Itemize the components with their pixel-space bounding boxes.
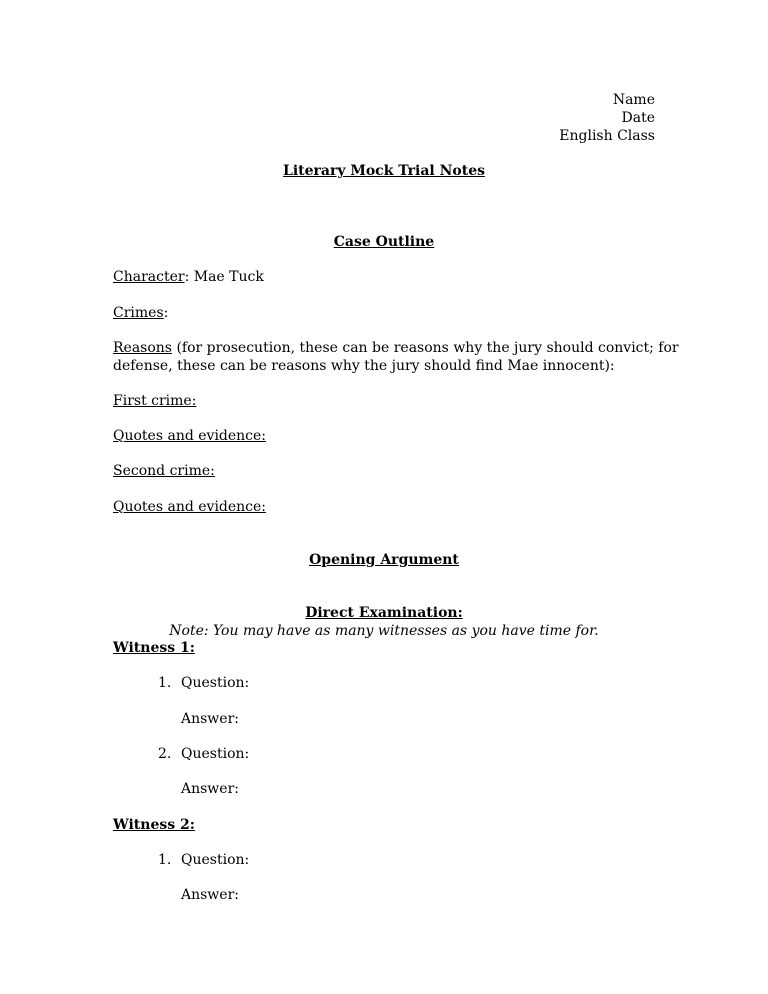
witness-1-item-1-answer: Answer: — [181, 711, 239, 727]
witness-2-item-1-question: Question: — [181, 852, 250, 868]
header-name: Name — [612, 92, 655, 108]
first-crime-label: First crime: — [113, 393, 197, 409]
quotes-evidence-2: Quotes and evidence: — [113, 499, 267, 515]
quotes-evidence-1: Quotes and evidence: — [113, 428, 267, 444]
header-class: English Class — [559, 128, 655, 144]
witness-1-label: Witness 1: — [113, 640, 195, 656]
witness-1-item-2-answer: Answer: — [181, 781, 239, 797]
witness-1-item-1-question: Question: — [181, 675, 250, 691]
opening-argument-heading: Opening Argument — [309, 552, 459, 568]
crimes-line — [113, 304, 168, 322]
reasons-label: Reasons — [113, 340, 172, 356]
direct-examination-note: Note: You may have as many witnesses as you have time for. — [169, 623, 599, 639]
witness-2-item-1-number: 1. — [158, 852, 172, 868]
witness-2-item-1-answer: Answer: — [181, 887, 239, 903]
witness-2-label: Witness 2: — [113, 817, 195, 833]
witness-1-item-1-number: 1. — [158, 675, 172, 691]
second-crime-label: Second crime: — [113, 463, 215, 479]
character-line — [113, 268, 264, 286]
reasons-line-2: defense, these can be reasons why the jury should find Mae innocent): — [113, 358, 615, 374]
crimes-label: Crimes — [113, 305, 164, 321]
crimes-suffix: : — [163, 305, 169, 321]
reasons-line-1 — [113, 339, 679, 357]
header-date: Date — [621, 110, 655, 126]
reasons-text-1: (for prosecution, these can be reasons why the jury should convict; for — [172, 340, 679, 356]
direct-examination-heading: Direct Examination: — [305, 605, 463, 621]
character-label: Character — [113, 269, 185, 285]
character-value: : Mae Tuck — [184, 269, 264, 285]
witness-1-item-2-number: 2. — [158, 746, 172, 762]
document-title: Literary Mock Trial Notes — [282, 163, 486, 179]
witness-1-item-2-question: Question: — [181, 746, 250, 762]
case-outline-heading: Case Outline — [333, 234, 435, 250]
